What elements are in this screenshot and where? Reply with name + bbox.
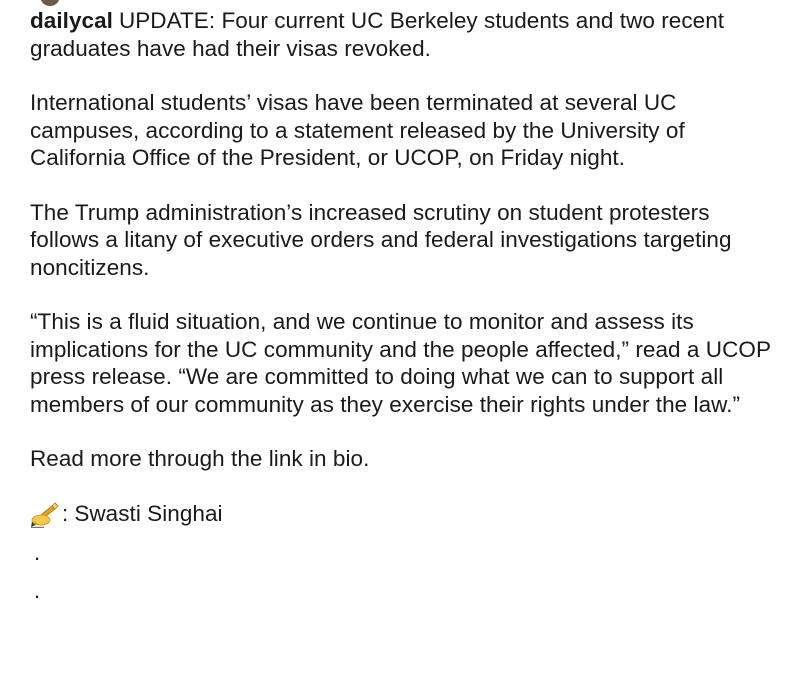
credit-separator: : bbox=[62, 500, 69, 526]
caption-paragraph-2: The Trump administration’s increased scrutiny on student protesters follows a litany of executive orders and federal investigations targeting noncitizens. bbox=[30, 199, 732, 280]
caption-paragraph-4: Read more through the link in bio. bbox=[30, 446, 370, 471]
spacer-dot-2: . bbox=[34, 577, 41, 603]
avatar[interactable] bbox=[40, 0, 60, 6]
photo-credit bbox=[30, 500, 780, 528]
spacer-dot-1: . bbox=[34, 539, 41, 565]
credit-name: Swasti Singhai bbox=[74, 500, 223, 526]
caption-paragraph-1: International students’ visas have been terminated at several UC campuses, according to a statement released by the University of California Office of the President, or UCOP, on Friday night. bbox=[30, 90, 685, 170]
writing-hand-icon bbox=[30, 500, 60, 528]
caption-headline bbox=[30, 7, 780, 62]
headline-text: UPDATE: Four current UC Berkeley students and two recent graduates have had their visas revoked. bbox=[30, 8, 725, 61]
caption-paragraph-3: “This is a fluid situation, and we continue to monitor and assess its implications for the UC community and the people affected,” read a UCOP press release. “We are committed to doing what we can to support all members of our community as they exercise their rights under the law.” bbox=[30, 309, 771, 417]
username-link[interactable]: dailycal bbox=[30, 8, 113, 33]
post-caption bbox=[30, 7, 780, 610]
